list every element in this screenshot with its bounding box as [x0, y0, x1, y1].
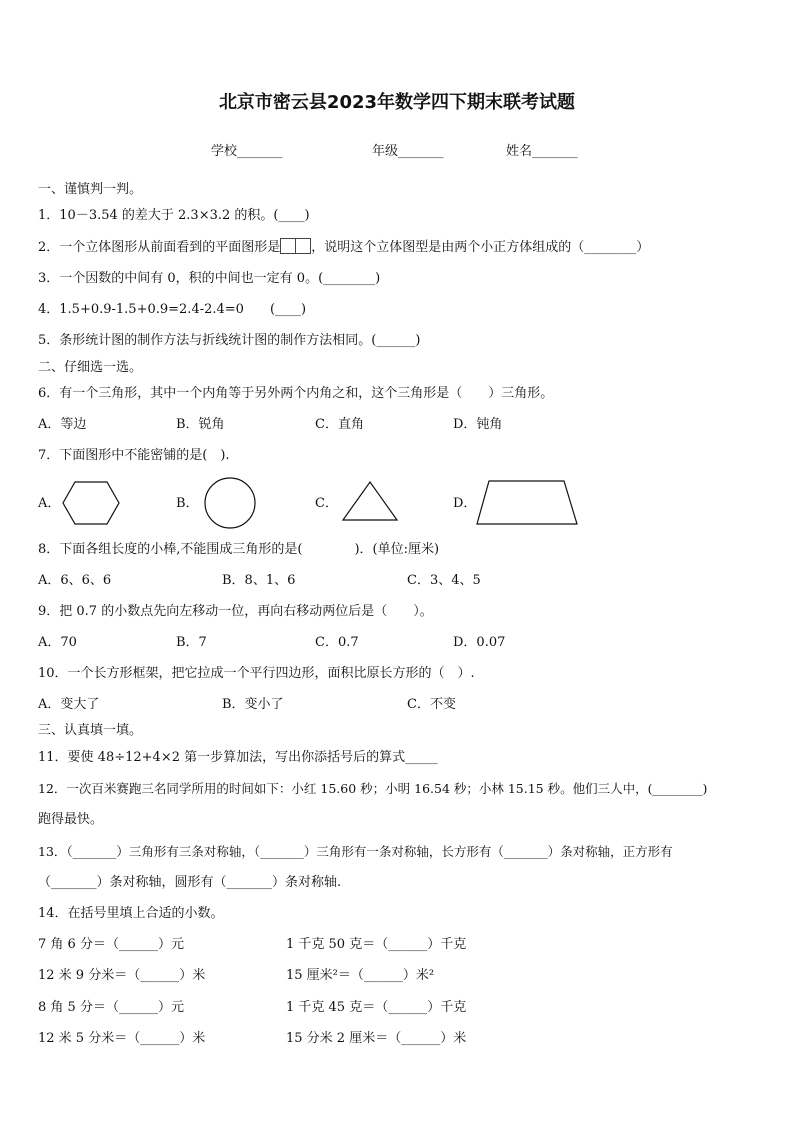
question-13-line-1: 13．（_______）三角形有三条对称轴，（_______）三角形有一条对称轴，长方形有（_______）条对称轴，正方形有	[38, 844, 673, 859]
question-14: 14．在括号里填上合适的小数。	[38, 906, 224, 921]
q9-option-a[interactable]: A．70	[38, 635, 77, 650]
q8-option-a[interactable]: A．6、6、6	[38, 573, 112, 588]
q6-option-a[interactable]: A．等边	[38, 417, 87, 432]
q10-option-b[interactable]: B．变小了	[222, 697, 284, 712]
question-12-line-2: 跑得最快。	[38, 812, 104, 827]
q7-option-b-label[interactable]: B．	[176, 496, 199, 511]
q8-option-c[interactable]: C．3、4、5	[407, 573, 481, 588]
page-title: 北京市密云县2023年数学四下期末联考试题	[218, 92, 576, 113]
q14-item-2-right: 15 厘米²＝（______）米²	[286, 968, 435, 983]
question-6: 6．有一个三角形，其中一个内角等于另外两个内角之和，这个三角形是（ ）三角形。	[38, 386, 554, 401]
question-12-line-1: 12．一次百米赛跑三名同学所用的时间如下：小红 15.60 秒；小明 16.54 秒；小林 15.15 秒。他们三人中，(________)	[38, 781, 708, 796]
q14-item-1-right: 1 千克 50 克＝（______）千克	[286, 937, 467, 952]
name-field: 姓名_______	[506, 144, 578, 159]
question-8: 8．下面各组长度的小棒,不能围成三角形的是( )．(单位:厘米)	[38, 542, 440, 557]
question-1: 1．10－3.54 的差大于 2.3×3.2 的积。(____)	[38, 208, 310, 223]
two-squares-figure	[280, 240, 311, 255]
triangle-shape	[340, 480, 400, 522]
q7-option-a-label[interactable]: A．	[38, 496, 61, 511]
question-10: 10．一个长方形框架，把它拉成一个平行四边形，面积比原长方形的（ ）.	[38, 666, 475, 681]
q7-option-c-label[interactable]: C．	[315, 496, 338, 511]
q6-option-b[interactable]: B．锐角	[176, 417, 225, 432]
q14-item-3-left: 8 角 5 分＝（______）元	[38, 1000, 184, 1015]
q14-item-4-left: 12 米 5 分米＝（______）米	[38, 1031, 206, 1046]
question-13-line-2: （_______）条对称轴，圆形有（_______）条对称轴.	[38, 875, 342, 890]
q14-item-2-left: 12 米 9 分米＝（______）米	[38, 968, 206, 983]
section-heading-1: 一、谨慎判一判。	[38, 182, 143, 197]
q10-option-a[interactable]: A．变大了	[38, 697, 100, 712]
grade-field: 年级_______	[372, 144, 444, 159]
question-2-text-a: 2．一个立体图形从前面看到的平面图形是	[38, 240, 281, 255]
q9-option-d[interactable]: D．0.07	[453, 635, 506, 650]
q6-option-d[interactable]: D．钝角	[453, 417, 503, 432]
q14-item-4-right: 15 分米 2 厘米＝（______）米	[286, 1031, 467, 1046]
q10-option-c[interactable]: C．不变	[407, 697, 456, 712]
question-11: 11．要使 48÷12+4×2 第一步算加法，写出你添括号后的算式_____	[38, 750, 438, 765]
question-2	[38, 238, 649, 257]
question-7: 7．下面图形中不能密铺的是( ).	[38, 448, 230, 463]
q6-option-c[interactable]: C．直角	[315, 417, 364, 432]
question-4: 4．1.5+0.9-1.5+0.9=2.4-2.4=0 (____)	[38, 302, 307, 317]
q9-option-b[interactable]: B．7	[176, 635, 207, 650]
section-heading-3: 三、认真填一填。	[38, 723, 143, 738]
question-3: 3．一个因数的中间有 0，积的中间也一定有 0。(________)	[38, 271, 381, 286]
section-heading-2: 二、仔细选一选。	[38, 360, 143, 375]
q9-option-c[interactable]: C．0.7	[315, 635, 359, 650]
q14-item-1-left: 7 角 6 分＝（______）元	[38, 937, 184, 952]
hexagon-shape	[61, 480, 121, 526]
trapezoid-shape	[474, 478, 580, 526]
school-field: 学校_______	[211, 144, 283, 159]
question-5: 5．条形统计图的制作方法与折线统计图的制作方法相同。(______)	[38, 333, 421, 348]
q7-option-d-label[interactable]: D．	[453, 496, 477, 511]
question-2-text-b: ，说明这个立体图型是由两个小正方体组成的（________）	[311, 240, 650, 255]
question-9: 9．把 0.7 的小数点先向左移动一位，再向右移动两位后是（ ）。	[38, 604, 433, 619]
q8-option-b[interactable]: B．8、1、6	[222, 573, 296, 588]
circle-shape	[203, 476, 257, 530]
q14-item-3-right: 1 千克 45 克＝（______）千克	[286, 1000, 467, 1015]
